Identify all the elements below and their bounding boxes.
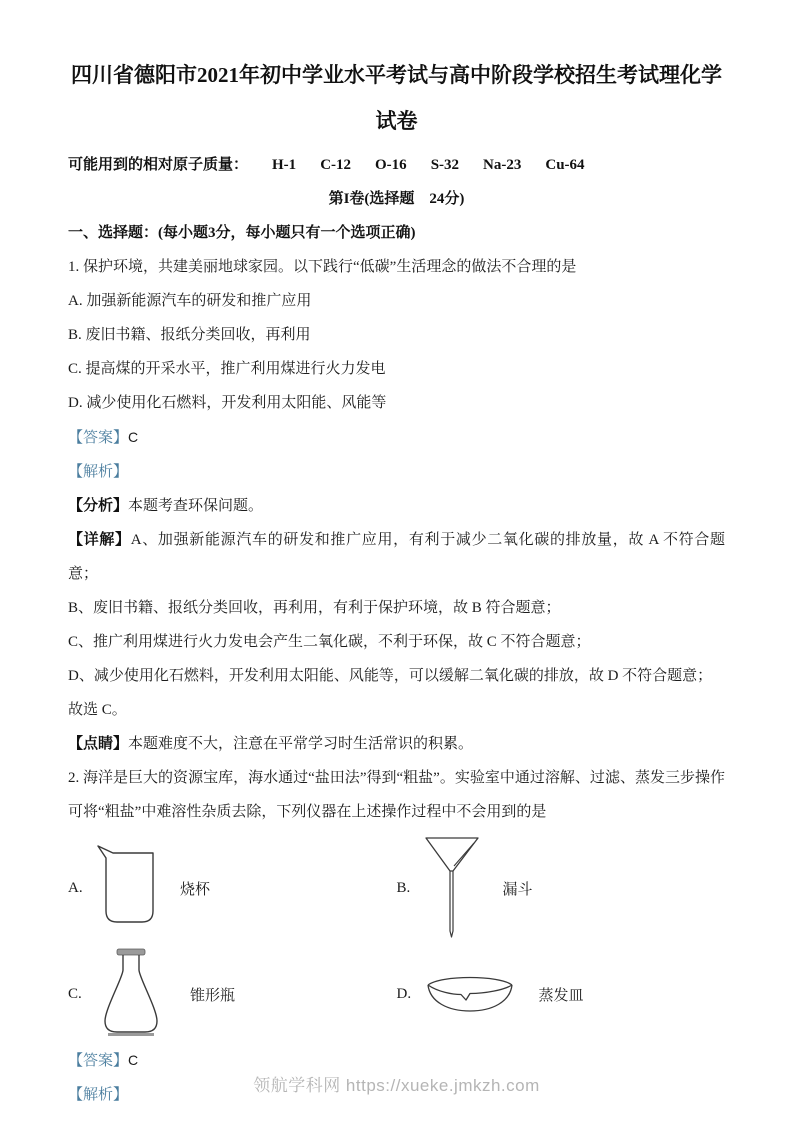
q1-detail-conclusion: 故选 C。 xyxy=(68,702,127,718)
atomic-masses-label: 可能用到的相对原子质量： xyxy=(68,157,249,173)
q1-answer-value: C xyxy=(128,429,139,445)
atomic-mass-s: S-32 xyxy=(430,157,460,173)
q1-tip-line xyxy=(68,727,725,761)
q2-options-row-2 xyxy=(68,947,725,1041)
q2-answer-value: C xyxy=(128,1052,139,1068)
atomic-masses-line xyxy=(68,148,725,182)
q2-option-a-letter: A. xyxy=(68,879,83,896)
q1-detail-line-c: C、推广利用煤进行火力发电会产生二氧化碳，不利于环保，故 C 不符合题意； xyxy=(68,634,591,650)
q1-analysis-line xyxy=(68,489,725,523)
q1-tip-text: 本题难度不大，注意在平常学习时生活常识的积累。 xyxy=(128,736,474,752)
evaporating-dish-icon xyxy=(423,971,517,1017)
watermark-footer: 领航学科网 https://xueke.jmkzh.com xyxy=(253,1076,540,1095)
answer-label: 【答案】 xyxy=(68,1053,129,1069)
q1-stem: 1. 保护环境，共建美丽地球家园。以下践行“低碳”生活理念的做法不合理的是 xyxy=(68,259,577,275)
jiexi-label: 【解析】 xyxy=(68,464,129,480)
q1-jiexi-line xyxy=(68,455,725,489)
q2-option-b xyxy=(397,835,726,941)
conical-flask-icon xyxy=(94,947,168,1041)
q1-answer-line xyxy=(68,420,725,455)
atomic-mass-h: H-1 xyxy=(272,157,297,173)
atomic-mass-o: O-16 xyxy=(375,157,407,173)
q2-option-b-letter: B. xyxy=(396,879,411,896)
detail-label: 【详解】 xyxy=(68,532,131,548)
q1-detail-line-a xyxy=(68,523,725,591)
q2-option-a xyxy=(68,835,397,941)
section-title: 一、选择题：(每小题3分，每小题只有一个选项正确) xyxy=(68,225,416,241)
beaker-icon xyxy=(94,842,158,934)
atomic-mass-cu: Cu-64 xyxy=(545,157,585,173)
q1-option-d: D. 减少使用化石燃料，开发利用太阳能、风能等 xyxy=(68,395,387,411)
funnel-icon xyxy=(423,835,481,941)
jiexi-label: 【解析】 xyxy=(68,1087,129,1103)
q2-option-c xyxy=(68,947,397,1041)
page-title: 四川省德阳市2021年初中学业水平考试与高中阶段学校招生考试理化学试卷 xyxy=(71,63,722,133)
q1-option-b: B. 废旧书籍、报纸分类回收，再利用 xyxy=(68,327,311,343)
q2-option-b-label: 漏斗 xyxy=(502,881,533,898)
q1-detail-line-d: D、减少使用化石燃料，开发利用太阳能、风能等，可以缓解二氧化碳的排放，故 D 不符合题意； xyxy=(68,668,713,684)
q1-detail-text-a: A、加强新能源汽车的研发和推广应用，有利于减少二氧化碳的排放量，故 A 不符合题意； xyxy=(68,532,725,582)
q2-option-a-label: 烧杯 xyxy=(180,881,211,898)
q2-option-c-letter: C. xyxy=(68,985,82,1002)
q2-option-d-letter: D. xyxy=(396,985,412,1002)
tip-label: 【点睛】 xyxy=(68,736,129,752)
q2-stem: 2. 海洋是巨大的资源宝库，海水通过“盐田法”得到“粗盐”。实验室中通过溶解、过滤、蒸发三步操作可将“粗盐”中难溶性杂质去除，下列仪器在上述操作过程中不会用到的是 xyxy=(68,770,725,820)
q2-option-c-label: 锥形瓶 xyxy=(190,987,236,1004)
q2-options-row-1 xyxy=(68,835,725,941)
q2-option-d xyxy=(397,947,726,1041)
atomic-mass-na: Na-23 xyxy=(483,157,522,173)
q1-analysis-text: 本题考查环保问题。 xyxy=(128,498,264,514)
q1-detail-line-b: B、废旧书籍、报纸分类回收，再利用，有利于保护环境，故 B 符合题意； xyxy=(68,600,561,616)
volume-header: 第I卷(选择题 24分) xyxy=(328,191,465,207)
q1-option-c: C. 提高煤的开采水平，推广利用煤进行火力发电 xyxy=(68,361,386,377)
answer-label: 【答案】 xyxy=(68,430,129,446)
atomic-mass-c: C-12 xyxy=(320,157,352,173)
q2-option-d-label: 蒸发皿 xyxy=(538,987,584,1004)
q1-option-a: A. 加强新能源汽车的研发和推广应用 xyxy=(68,293,312,309)
analysis-label: 【分析】 xyxy=(68,498,129,514)
